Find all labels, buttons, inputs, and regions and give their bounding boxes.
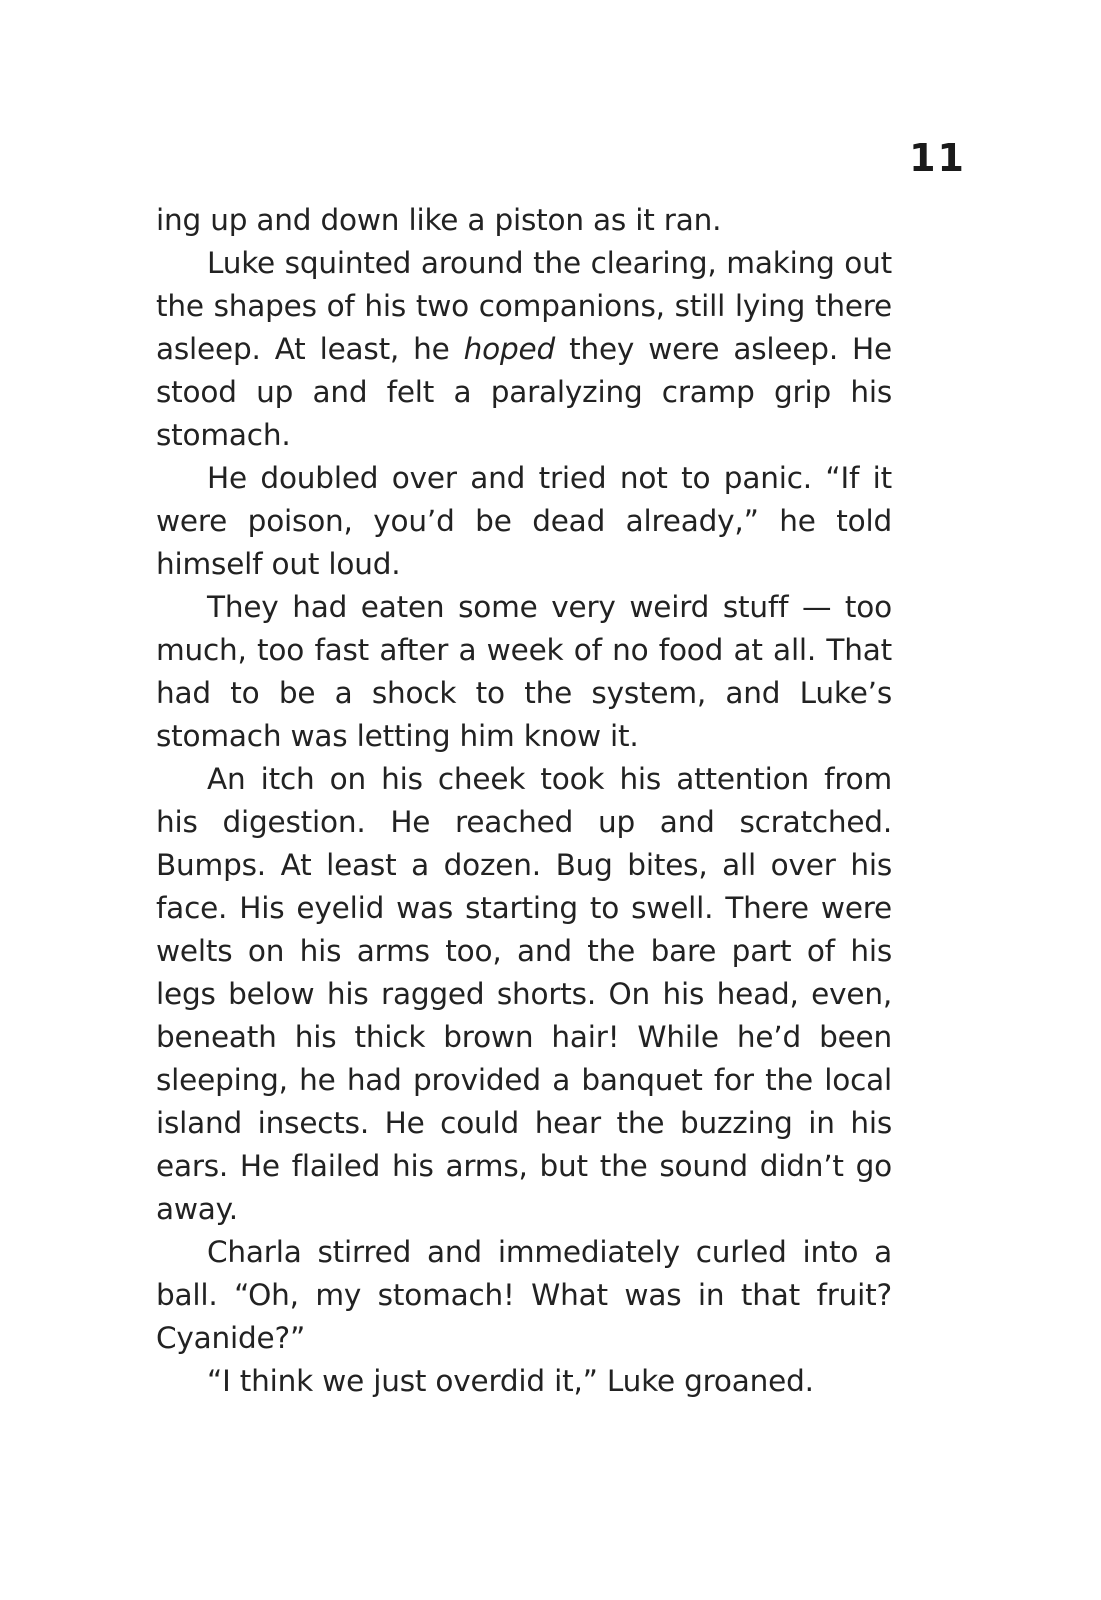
paragraph: They had eaten some very weird stuff — too much, too fast after a week of no food at all. That had to be a shock to the system, and Luke’s stomach was letting him know it. xyxy=(156,590,892,753)
paragraph-text: Luke squinted around the clearing, making out the shapes of his two companions, still lying there asleep. At least, he xyxy=(156,246,892,366)
body-text xyxy=(156,199,892,1403)
paragraph: Charla stirred and immediately curled into a ball. “Oh, my stomach! What was in that fruit? Cyanide?” xyxy=(156,1235,892,1355)
paragraph-continued: ing up and down like a piston as it ran. xyxy=(156,203,722,237)
page-number: 11 xyxy=(909,136,966,180)
paragraph xyxy=(156,242,892,457)
paragraph: An itch on his cheek took his attention from his digestion. He reached up and scratched. Bumps. At least a dozen. Bug bites, all over his face. His eyelid was starting to swell. There were welts on his arms too, and the bare part of his legs below his ragged shorts. On his head, even, beneath his thick brown hair! While he’d been sleeping, he had provided a banquet for the local island insects. He could hear the buzzing in his ears. He flailed his arms, but the sound didn’t go away. xyxy=(156,762,892,1226)
paragraph: “I think we just overdid it,” Luke groaned. xyxy=(207,1364,814,1398)
paragraph: He doubled over and tried not to panic. “If it were poison, you’d be dead already,” he told himself out loud. xyxy=(156,461,892,581)
paragraph-text: they were asleep. He stood up and felt a paralyzing cramp grip his stomach. xyxy=(156,332,892,452)
italic-emphasis: hoped xyxy=(463,332,556,366)
